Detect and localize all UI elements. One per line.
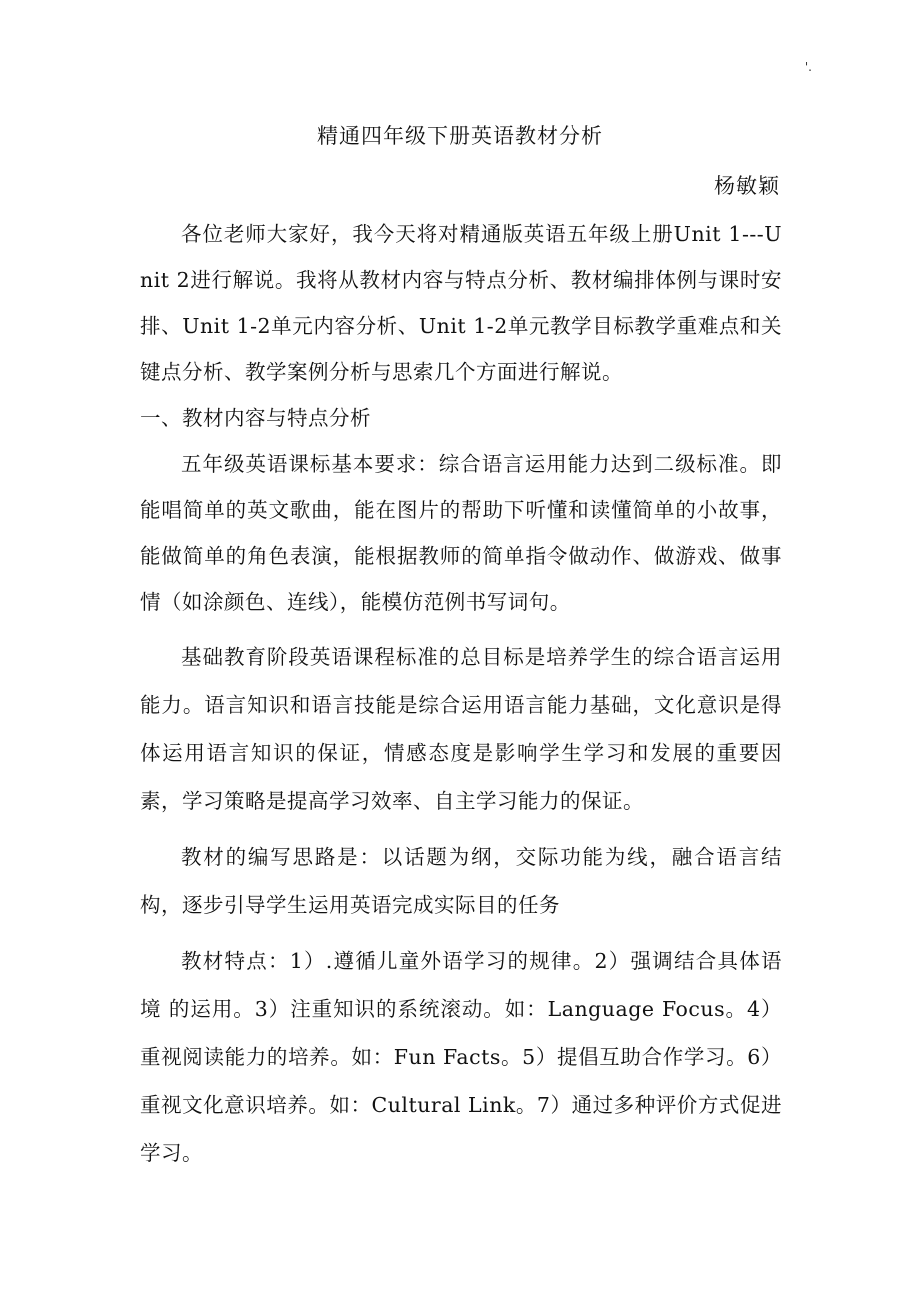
body-paragraph: 教材的编写思路是：以话题为纲，交际功能为线，融合语言结构，逐步引导学生运用英语完成实际目的任务 xyxy=(140,845,782,917)
body-paragraph: 五年级英语课标基本要求：综合语言运用能力达到二级标准。即能唱简单的英文歌曲，能在图片的帮助下听懂和读懂简单的小故事，能做简单的角色表演，能根据教师的简单指令做动作、做游戏、做事情（如涂颜色、连线），能模仿范例书写词句。 xyxy=(140,452,782,614)
document-author: 杨敏颖 xyxy=(714,174,780,198)
document-body xyxy=(140,211,782,1177)
body-paragraph: 基础教育阶段英语课程标准的总目标是培养学生的综合语言运用能力。语言知识和语言技能是综合运用语言能力基础，文化意识是得体运用语言知识的保证，情感态度是影响学生学习和发展的重要因素，学习策略是提高学习效率、自主学习能力的保证。 xyxy=(140,645,782,813)
corner-mark: '. xyxy=(804,60,812,74)
intro-paragraph: 各位老师大家好，我今天将对精通版英语五年级上册Unit 1---Unit 2进行解说。我将从教材内容与特点分析、教材编排体例与课时安排、Unit 1-2单元内容分析、Unit 1-2单元教学目标教学重难点和关键点分析、教学案例分析与思索几个方面进行解说。 xyxy=(140,222,782,384)
body-paragraph: 教材特点：1）.遵循儿童外语学习的规律。2）强调结合具体语境 的运用。3）注重知识的系统滚动。如：Language Focus。4）重视阅读能力的培养。如：Fun Facts。5）提倡互助合作学习。6）重视文化意识培养。如：Cultural Link。7）通过多种评价方式促进学习。 xyxy=(140,949,782,1165)
document-title: 精通四年级下册英语教材分析 xyxy=(317,124,603,148)
section-heading: 一、教材内容与特点分析 xyxy=(140,406,371,430)
